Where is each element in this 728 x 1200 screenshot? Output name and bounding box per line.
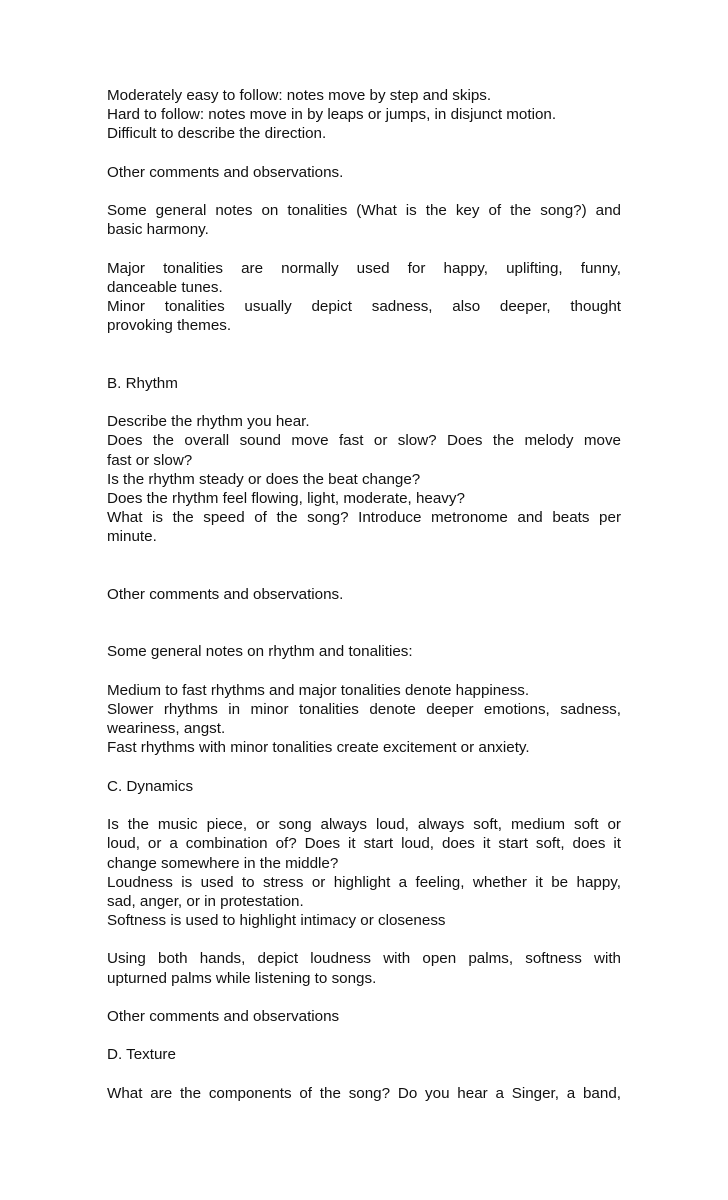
- dynamics-hands-line: upturned palms while listening to songs.: [107, 969, 377, 987]
- rhythm-question: Describe the rhythm you hear.: [107, 413, 310, 431]
- major-tonality-line: Major tonalities are normally used for happy, uplifting, funny,: [107, 259, 621, 277]
- section-heading-rhythm: B. Rhythm: [107, 374, 178, 392]
- rhythm-question: Does the overall sound move fast or slow? Does the melody move: [107, 432, 621, 450]
- rhythm-note: weariness, angst.: [107, 720, 226, 738]
- rhythm-notes-intro: Some general notes on rhythm and tonalities:: [107, 643, 413, 661]
- melody-hard-line: Hard to follow: notes move in by leaps or jumps, in disjunct motion.: [107, 106, 557, 124]
- major-tonality-line: danceable tunes.: [107, 278, 223, 296]
- melody-easy-line: Moderately easy to follow: notes move by step and skips.: [107, 87, 492, 104]
- rhythm-question: Is the rhythm steady or does the beat change?: [107, 470, 421, 488]
- texture-question: What are the components of the song? Do you hear a Singer, a band,: [107, 1084, 621, 1102]
- minor-tonality-line: provoking themes.: [107, 317, 232, 335]
- dynamics-hands-line: Using both hands, depict loudness with open palms, softness with: [107, 950, 621, 968]
- minor-tonality-line: Minor tonalities usually depict sadness, also deeper, thought: [107, 298, 621, 316]
- dynamics-loudness-line: sad, anger, or in protestation.: [107, 892, 304, 910]
- dynamics-paragraph-line: loud, or a combination of? Does it start loud, does it start soft, does it: [107, 835, 621, 853]
- document-page: [107, 86, 621, 1103]
- rhythm-note: Slower rhythms in minor tonalities denote deeper emotions, sadness,: [107, 701, 621, 719]
- melody-comments: Other comments and observations.: [107, 163, 344, 181]
- dynamics-paragraph-line: change somewhere in the middle?: [107, 854, 339, 872]
- rhythm-question: What is the speed of the song? Introduce metronome and beats per: [107, 509, 621, 527]
- section-heading-dynamics: C. Dynamics: [107, 777, 194, 795]
- dynamics-comments: Other comments and observations: [107, 1008, 340, 1026]
- dynamics-paragraph-line: Is the music piece, or song always loud, always soft, medium soft or: [107, 816, 621, 834]
- section-heading-texture: D. Texture: [107, 1046, 176, 1064]
- tonality-intro-line: basic harmony.: [107, 221, 209, 239]
- rhythm-question: Does the rhythm feel flowing, light, moderate, heavy?: [107, 489, 465, 507]
- dynamics-loudness-line: Loudness is used to stress or highlight a feeling, whether it be happy,: [107, 873, 621, 891]
- tonality-intro-line: Some general notes on tonalities (What is the key of the song?) and: [107, 202, 621, 220]
- rhythm-note: Fast rhythms with minor tonalities create excitement or anxiety.: [107, 739, 530, 757]
- dynamics-softness-line: Softness is used to highlight intimacy or closeness: [107, 912, 446, 930]
- melody-difficult-line: Difficult to describe the direction.: [107, 125, 327, 143]
- rhythm-question: fast or slow?: [107, 451, 193, 469]
- rhythm-note: Medium to fast rhythms and major tonalities denote happiness.: [107, 681, 530, 699]
- rhythm-comments: Other comments and observations.: [107, 585, 344, 603]
- rhythm-question: minute.: [107, 528, 157, 546]
